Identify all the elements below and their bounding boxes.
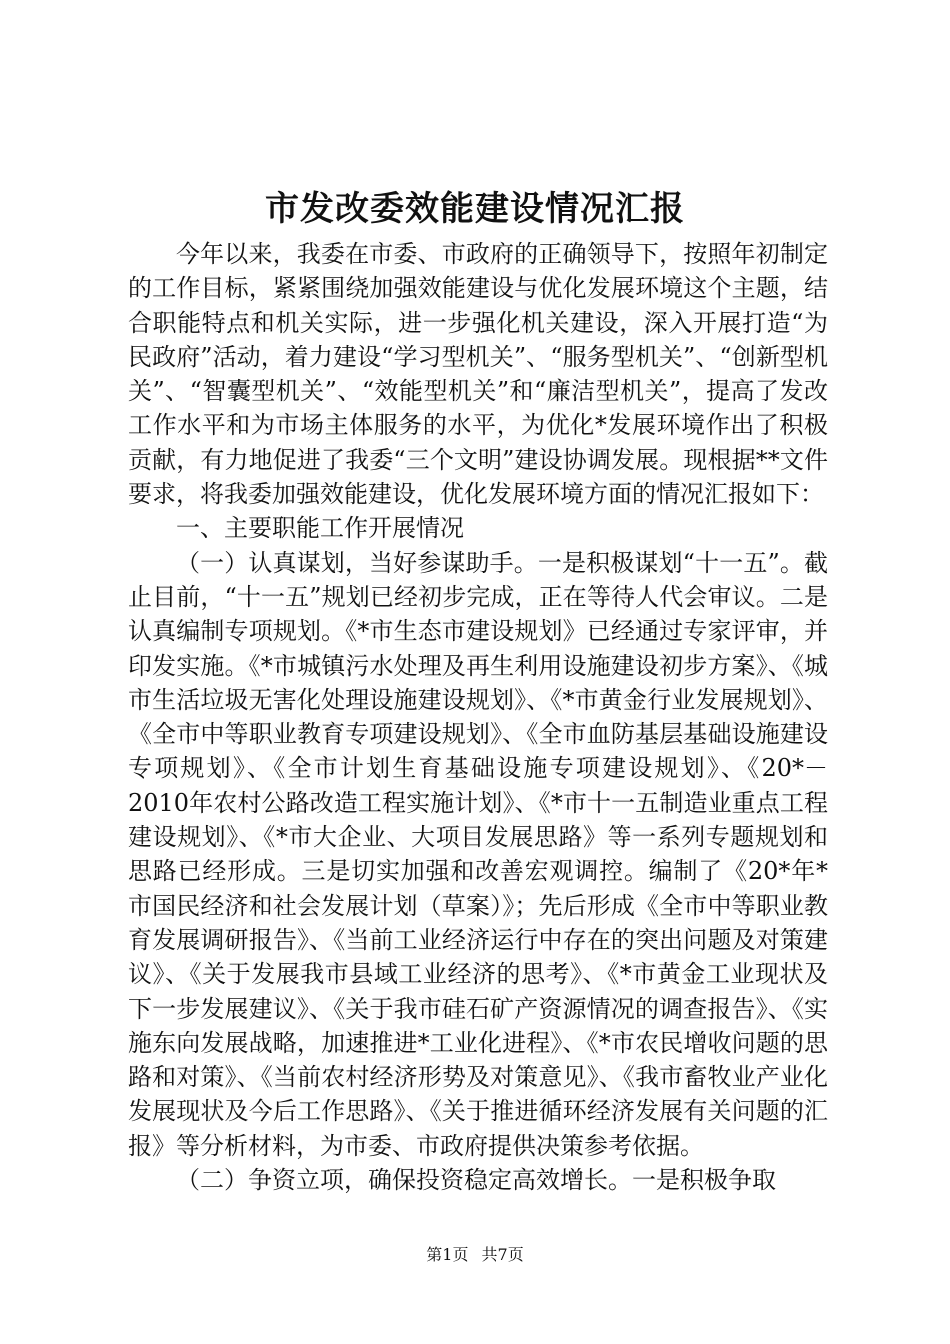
section-heading: 一、主要职能工作开展情况 [176,514,464,543]
intro-paragraph: 今年以来，我委在市委、市政府的正确领导下，按照年初制定的工作目标，紧紧围绕加强效能建设与优化发展环境这个主题，结合职能特点和机关实际，进一步强化机关建设，深入开展打造“为民政府”活动，着力建设“学习型机关”、“服务型机关”、“创新型机关”、“智囊型机关”、“效能型机关”和“廉洁型机关”，提高了发改工作水平和为市场主体服务的水平，为优化*发展环境作出了积极贡献，有力地促进了我委“三个文明”建设协调发展。现根据**文件要求，将我委加强效能建设，优化发展环境方面的情况汇报如下： [128,240,828,509]
document-body [128,237,828,1197]
page-total: 共7页 [481,1245,524,1264]
subsection-2-paragraph: （二）争资立项，确保投资稳定高效增长。一是积极争取 [176,1166,776,1195]
subsection-1-paragraph: （一）认真谋划，当好参谋助手。一是积极谋划“十一五”。截止目前，“十一五”规划已经初步完成，正在等待人代会审议。二是认真编制专项规划。《*市生态市建设规划》已经通过专家评审，并印发实施。《*市城镇污水处理及再生利用设施建设初步方案》、《城市生活垃圾无害化处理设施建设规划》、《*市黄金行业发展规划》、《全市中等职业教育专项建设规划》、《全市血防基层基础设施建设专项规划》、《全市计划生育基础设施专项建设规划》、《20*－2010年农村公路改造工程实施计划》、《*市十一五制造业重点工程建设规划》、《*市大企业、大项目发展思路》等一系列专题规划和思路已经形成。三是切实加强和改善宏观调控。编制了《20*年*市国民经济和社会发展计划（草案）》；先后形成《全市中等职业教育发展调研报告》、《当前工业经济运行中存在的突出问题及对策建议》、《关于发展我市县域工业经济的思考》、《*市黄金工业现状及下一步发展建议》、《关于我市硅石矿产资源情况的调查报告》、《实施东向发展战略，加速推进*工业化进程》、《*市农民增收问题的思路和对策》、《当前农村经济形势及对策意见》、《我市畜牧业产业化发展现状及今后工作思路》、《关于推进循环经济发展有关问题的汇报》等分析材料，为市委、市政府提供决策参考依据。 [128,548,828,1160]
page-footer [0,1244,950,1266]
document-title: 市发改委效能建设情况汇报 [265,189,685,229]
page-number: 第1页 [426,1245,469,1264]
